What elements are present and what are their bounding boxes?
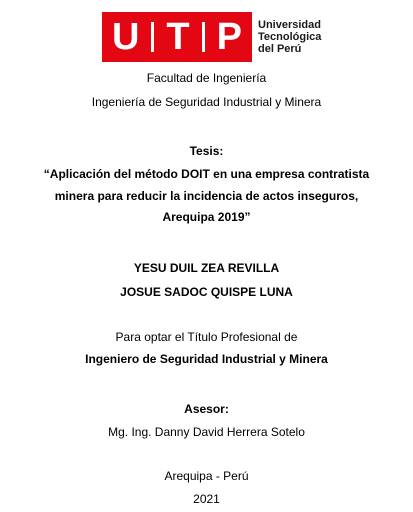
- utp-logo-mark: [102, 12, 252, 62]
- logo-university-name: [258, 19, 321, 55]
- logo-separator: [202, 22, 205, 52]
- program-name: Ingeniería de Seguridad Industrial y Minera: [91, 95, 322, 109]
- thesis-title-line: Arequipa 2019”: [162, 210, 251, 224]
- place: Arequipa - Perú: [164, 469, 249, 483]
- faculty-name: Facultad de Ingeniería: [146, 71, 267, 85]
- thesis-title-line: minera para reducir la incidencia de actos inseguros,: [54, 189, 359, 203]
- logo-name-line: Tecnológica: [258, 31, 322, 43]
- logo-letter-u: U: [112, 16, 140, 58]
- author-name: JOSUE SADOC QUISPE LUNA: [120, 285, 293, 299]
- thesis-title-line: “Aplicación del método DOIT en una empresa contratista: [43, 167, 370, 181]
- logo-name-line: Universidad: [258, 19, 321, 31]
- logo-letter-t: T: [166, 16, 190, 58]
- degree-intro: Para optar el Título Profesional de: [115, 330, 298, 344]
- thesis-label: Tesis:: [189, 144, 224, 158]
- author-name: YESU DUIL ZEA REVILLA: [133, 261, 280, 275]
- advisor-label: Asesor:: [184, 402, 229, 416]
- logo-name-line: del Perú: [258, 43, 302, 55]
- logo-letter-p: P: [216, 16, 242, 58]
- utp-logo: [102, 12, 321, 62]
- degree-title: Ingeniero de Seguridad Industrial y Minera: [85, 352, 328, 366]
- year: 2021: [193, 492, 220, 506]
- logo-separator: [151, 22, 154, 52]
- advisor-name: Mg. Ing. Danny David Herrera Sotelo: [108, 425, 305, 439]
